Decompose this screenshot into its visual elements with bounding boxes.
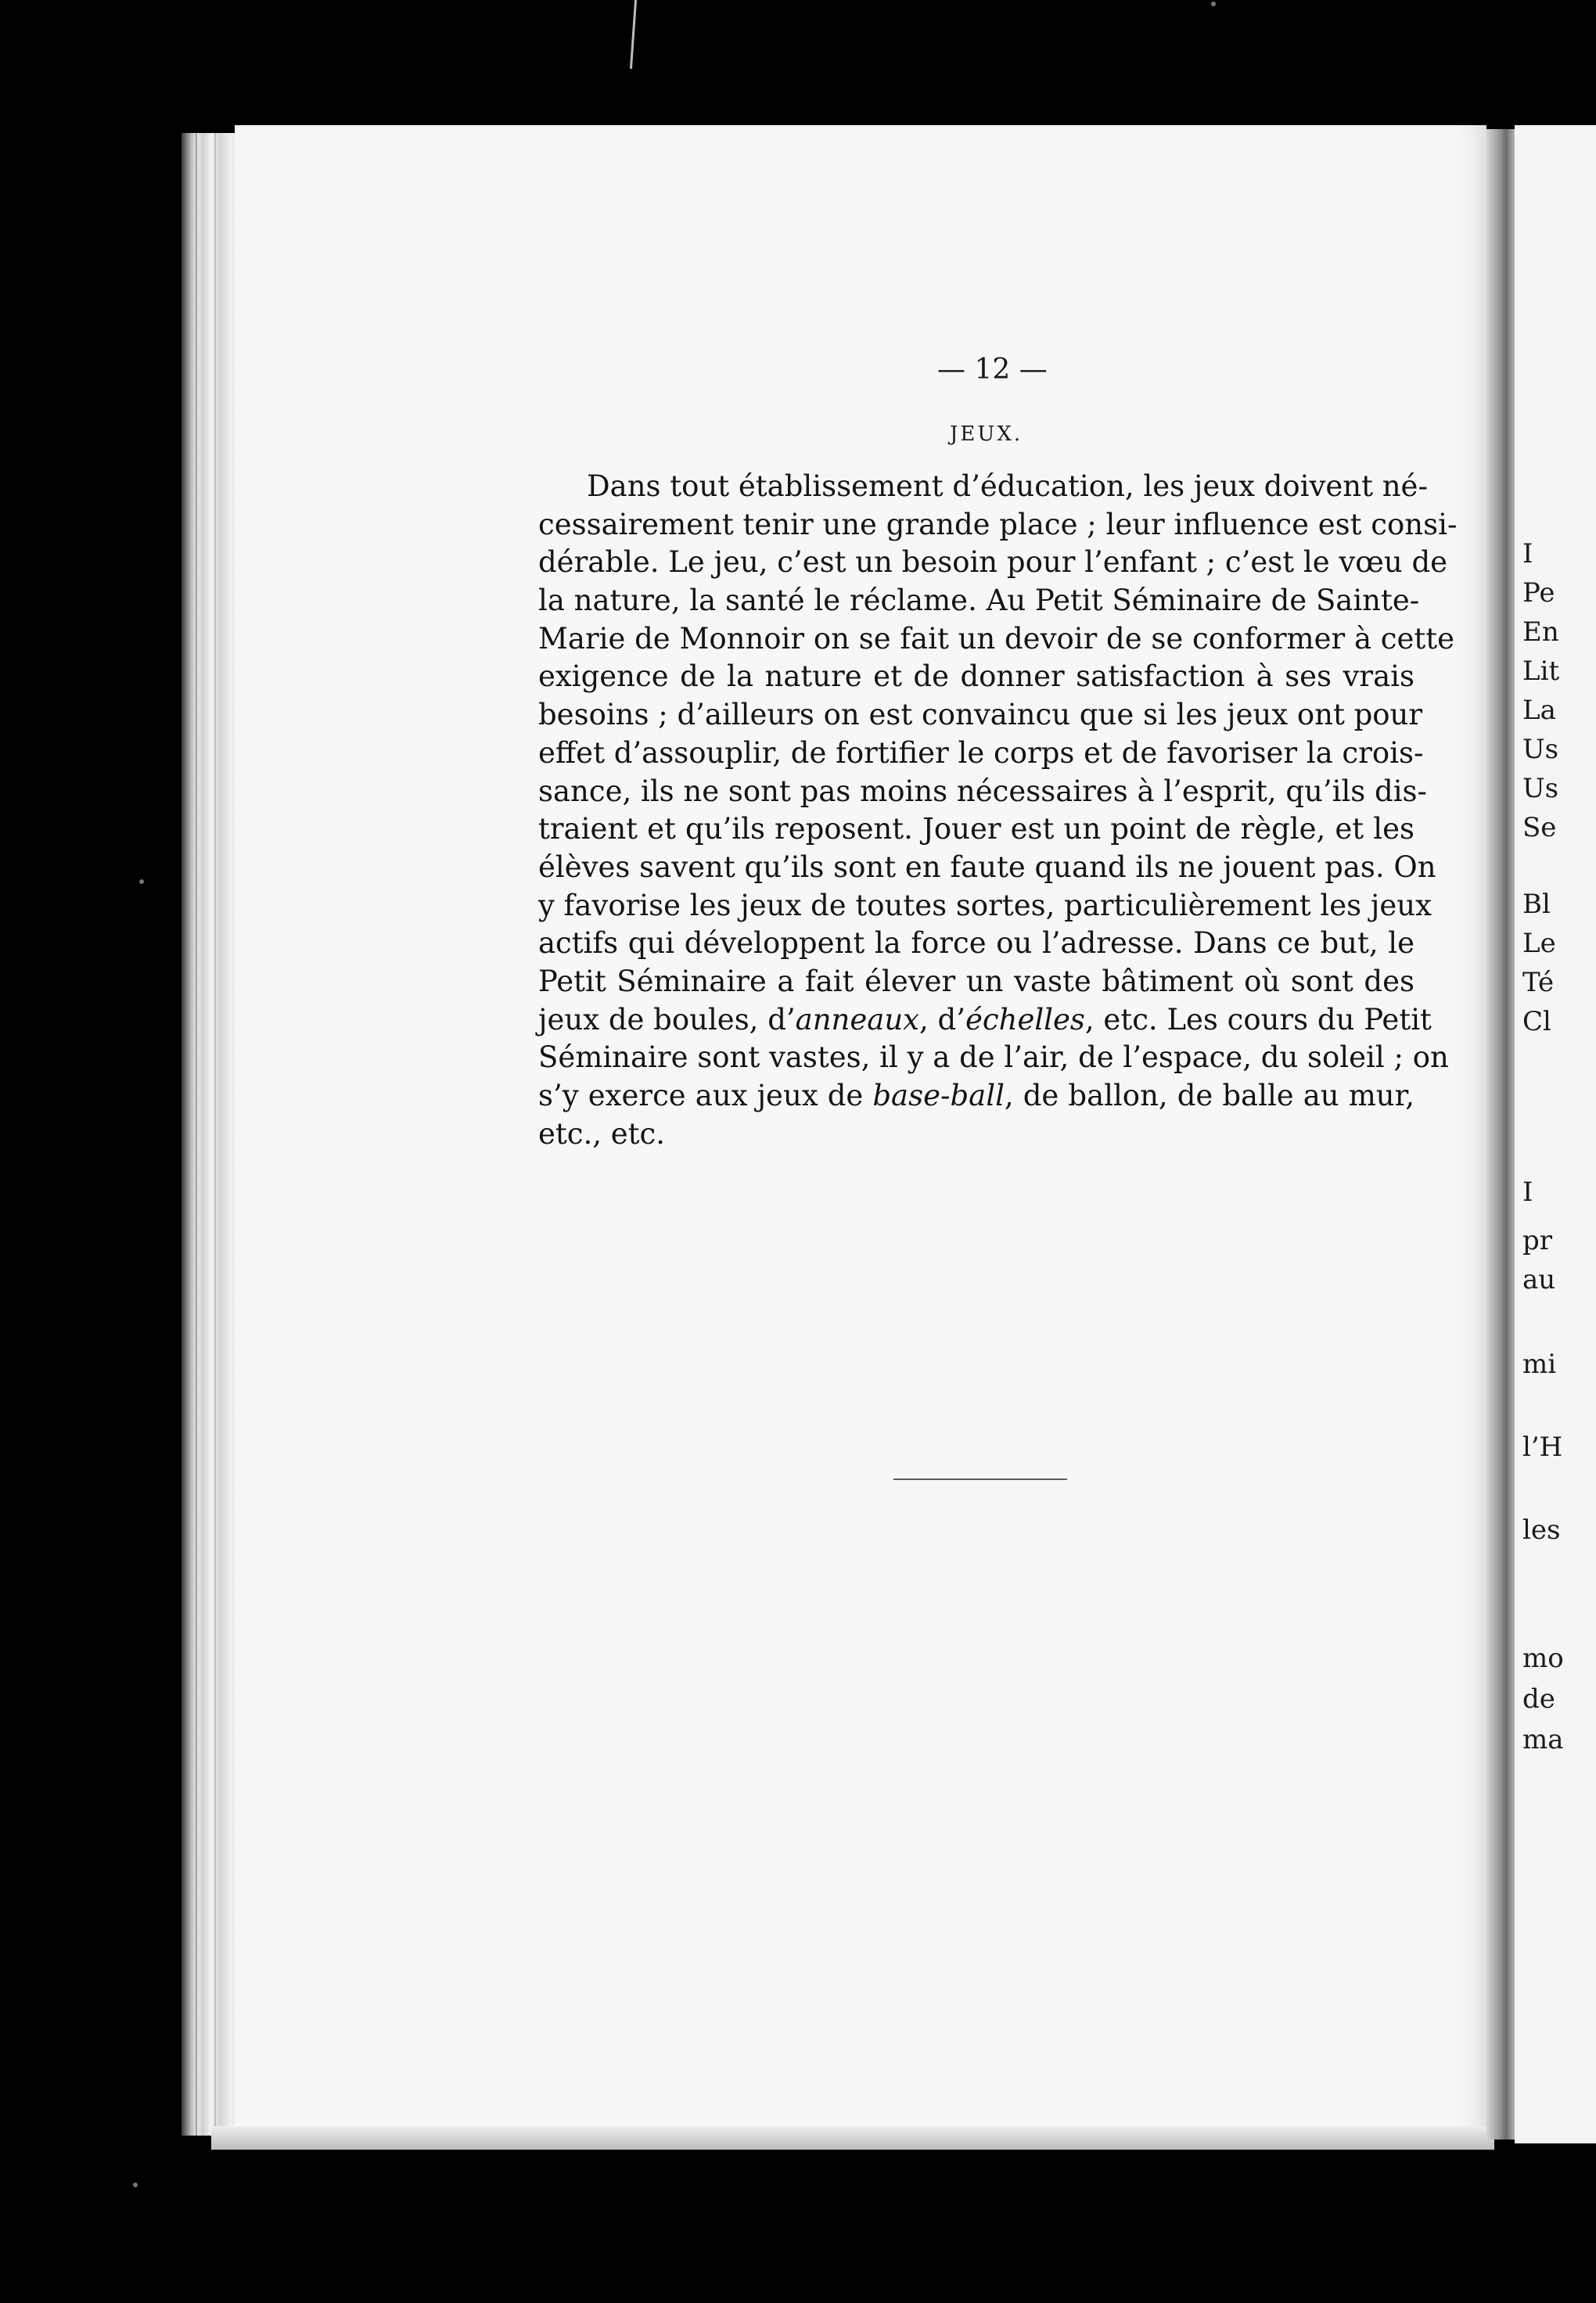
right-page xyxy=(1515,125,1596,2143)
text-line: Marie de Monnoir on se fait un devoir de se conformer à cette xyxy=(538,621,1455,656)
italic-term: anneaux xyxy=(795,1002,920,1037)
right-page-fragment: Le xyxy=(1522,928,1556,959)
right-page-fragment: Té xyxy=(1522,967,1555,998)
page-number: — 12 — xyxy=(937,354,1048,386)
right-page-fragment: Se xyxy=(1522,812,1557,843)
right-page-fragment: ma xyxy=(1522,1724,1564,1755)
scan-artifact-dot xyxy=(1211,2,1216,6)
body-paragraph xyxy=(538,468,1458,1153)
text-line: Dans tout établissement d’éducation, les jeux doivent né- xyxy=(587,469,1428,503)
text-line xyxy=(538,1001,1432,1040)
right-page-fragment: les xyxy=(1522,1514,1561,1546)
right-page-fragment: La xyxy=(1522,695,1556,726)
text-line: effet d’assouplir, de fortifier le corps et de favoriser la crois- xyxy=(538,735,1424,770)
right-page-fragment: mo xyxy=(1522,1643,1564,1674)
text-fragment: , d’ xyxy=(919,1002,965,1037)
text-fragment: s’y exerce aux jeux de xyxy=(538,1079,873,1112)
text-line: Petit Séminaire a fait élever un vaste bâtiment où sont des xyxy=(538,964,1414,998)
text-line: dérable. Le jeu, c’est un besoin pour l’enfant ; c’est le vœu de xyxy=(538,545,1448,580)
text-line: sance, ils ne sont pas moins nécessaires à l’esprit, qu’ils dis- xyxy=(538,774,1428,808)
text-line xyxy=(538,1077,1414,1116)
right-page-fragment: I xyxy=(1522,538,1533,569)
right-page-fragment: Pe xyxy=(1522,577,1555,609)
text-line: besoins ; d’ailleurs on est convaincu que si les jeux ont pour xyxy=(538,698,1423,732)
text-line: exigence de la nature et de donner satisfaction à ses vrais xyxy=(538,659,1414,694)
text-line: élèves savent qu’ils sont en faute quand ils ne jouent pas. On xyxy=(538,850,1436,884)
text-line: Séminaire sont vastes, il y a de l’air, de l’espace, du soleil ; on xyxy=(538,1040,1449,1075)
scan-artifact-dot xyxy=(139,879,144,884)
text-fragment: , etc. Les cours du Petit xyxy=(1084,1002,1432,1037)
scan-artifact-dot xyxy=(133,2183,138,2187)
right-page-text xyxy=(1515,125,1596,2143)
text-line: y favorise les jeux de toutes sortes, particulièrement les jeux xyxy=(538,888,1432,922)
right-page-fragment: Us xyxy=(1522,734,1559,765)
right-page-fragment: Bl xyxy=(1522,889,1551,920)
text-fragment: d’ xyxy=(767,1002,796,1037)
text-line: la nature, la santé le réclame. Au Petit Séminaire de Sainte- xyxy=(538,584,1420,618)
right-page-fragment: l’H xyxy=(1522,1432,1563,1463)
text-line: cessairement tenir une grande place ; leur influence est consi- xyxy=(538,507,1458,541)
section-divider-rule xyxy=(893,1478,1067,1480)
text-fragment: , de ballon, de balle au mur, xyxy=(1004,1079,1415,1112)
right-page-fragment: pr xyxy=(1522,1225,1553,1256)
right-page-fragment: I xyxy=(1522,1177,1533,1208)
right-page-fragment: Cl xyxy=(1522,1006,1551,1037)
scan-artifact-line xyxy=(630,0,637,69)
italic-term: base-ball xyxy=(872,1079,1005,1112)
text-line: traient et qu’ils reposent. Jouer est un point de règle, et les xyxy=(538,812,1414,846)
right-page-fragment: de xyxy=(1522,1683,1555,1715)
italic-term: échelles xyxy=(965,1002,1085,1037)
text-fragment: jeux de boules, xyxy=(538,1002,768,1037)
right-page-fragment: Us xyxy=(1522,773,1559,804)
right-page-fragment: au xyxy=(1522,1264,1556,1295)
section-title: JEUX. xyxy=(950,422,1023,446)
text-line: etc., etc. xyxy=(538,1116,666,1151)
text-line: actifs qui développent la force ou l’adresse. Dans ce but, le xyxy=(538,926,1414,961)
page-bottom-edge xyxy=(211,2126,1494,2150)
book-gutter xyxy=(1486,129,1515,2140)
right-page-fragment: mi xyxy=(1522,1349,1557,1380)
right-page-fragment: Lit xyxy=(1522,656,1560,687)
right-page-fragment: En xyxy=(1522,616,1559,648)
